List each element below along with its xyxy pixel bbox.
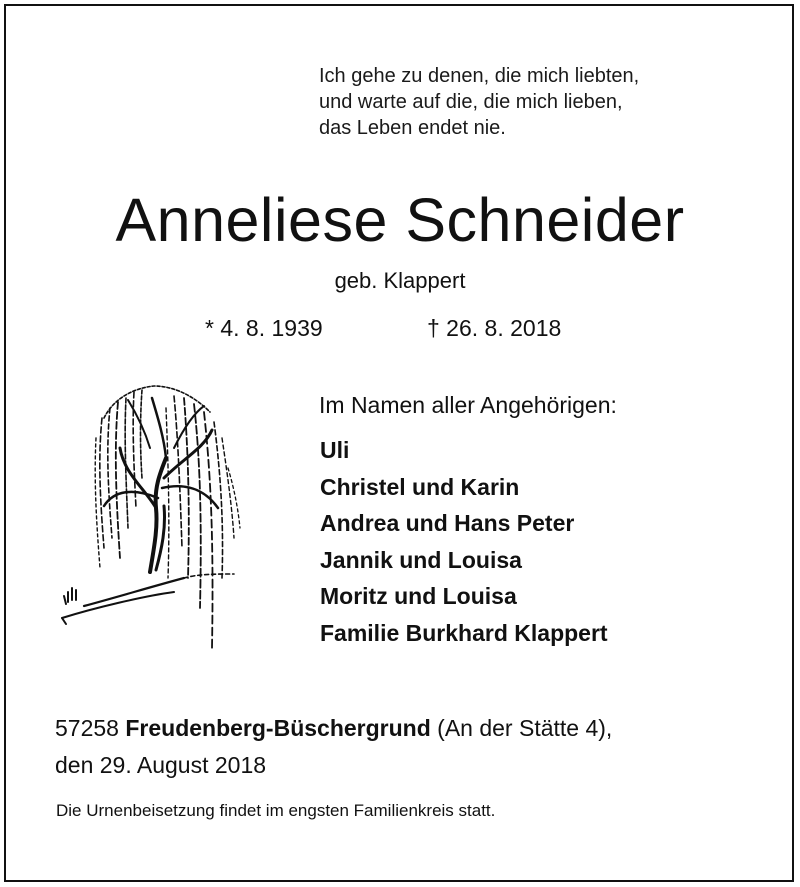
town-name: Freudenberg-Büschergrund xyxy=(125,715,431,741)
poem-line: das Leben endet nie. xyxy=(319,117,506,139)
mourners-heading: Im Namen aller Angehörigen: xyxy=(319,392,617,418)
weeping-willow-icon xyxy=(54,378,250,660)
list-item: Moritz und Louisa xyxy=(320,583,517,609)
street: (An der Stätte 4), xyxy=(437,715,613,741)
postal-code: 57258 xyxy=(55,715,119,741)
poem-line: und warte auf die, die mich lieben, xyxy=(319,91,623,113)
list-item: Familie Burkhard Klappert xyxy=(320,619,608,646)
date-line: den 29. August 2018 xyxy=(55,752,267,778)
deceased-name: Anneliese Schneider xyxy=(115,186,685,254)
death-date: † 26. 8. 2018 xyxy=(427,315,562,341)
address-block xyxy=(55,710,612,784)
list-item: Christel und Karin xyxy=(320,473,520,500)
burial-note: Die Urnenbeisetzung findet im engsten Familienkreis statt. xyxy=(56,801,496,820)
mourners-list xyxy=(320,432,608,651)
poem xyxy=(319,63,639,141)
poem-line: Ich gehe zu denen, die mich liebten, xyxy=(319,65,640,87)
address-line xyxy=(55,710,612,747)
list-item: Jannik und Louisa xyxy=(320,546,522,573)
list-item: Uli xyxy=(320,437,350,463)
birth-date: * 4. 8. 1939 xyxy=(205,315,323,341)
list-item: Andrea und Hans Peter xyxy=(320,510,575,536)
maiden-name: geb. Klappert xyxy=(334,268,466,293)
